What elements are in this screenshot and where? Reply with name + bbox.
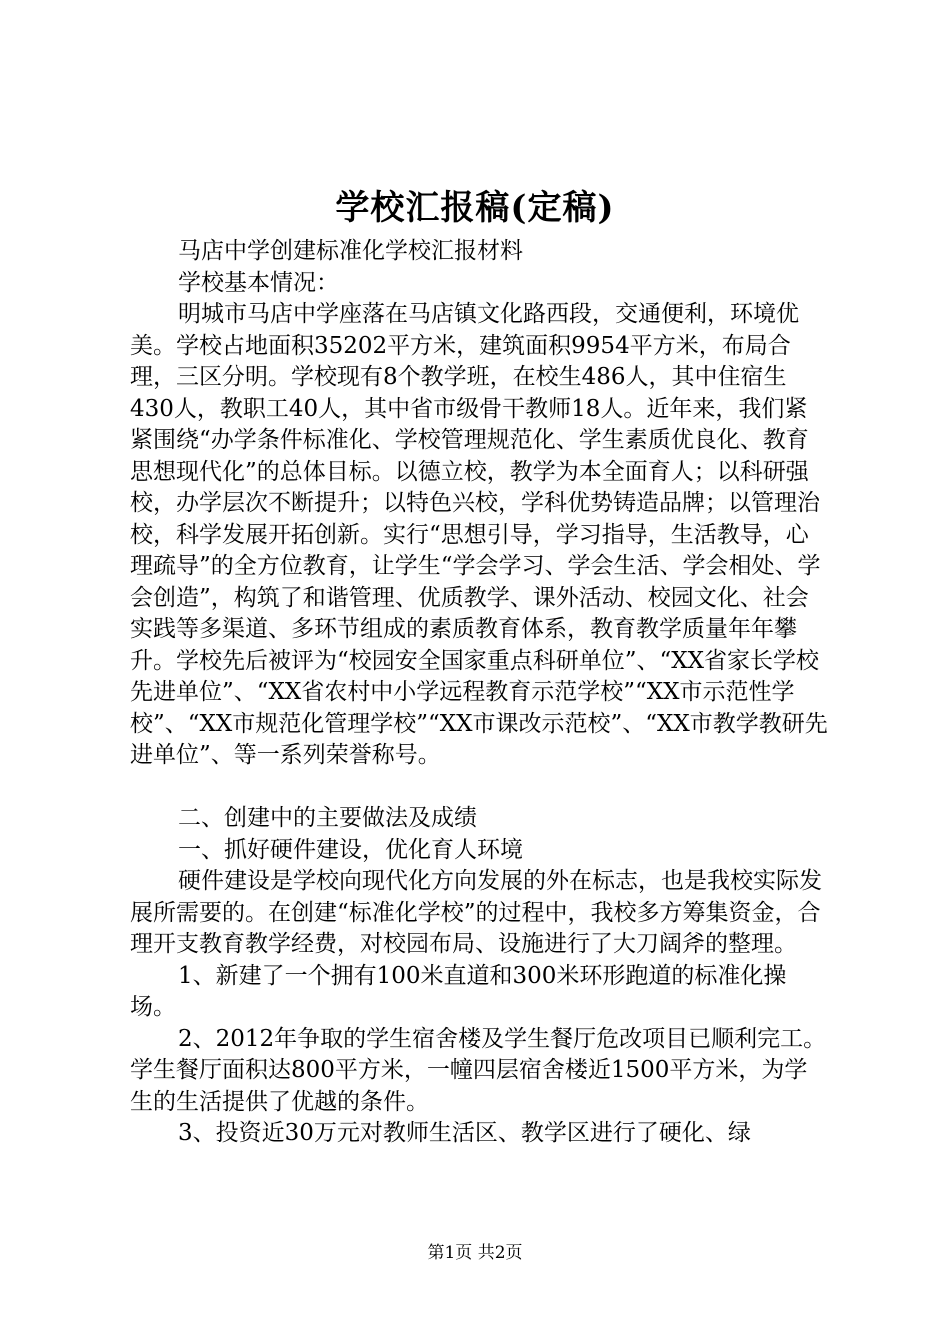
paragraph-section-label: 学校基本情况：: [178, 269, 339, 296]
paragraph-item-2: 2、2012年争取的学生宿舍楼及学生餐厅危改项目已顺利完工。学生餐厅面积达800平方米，一幢四层宿舍楼近1500平方米，为学生的生活提供了优越的条件。: [130, 1025, 827, 1115]
paragraph-heading-hardware: 一、抓好硬件建设，优化育人环境: [178, 836, 523, 863]
paragraph-school-overview: 明城市马店中学座落在马店镇文化路西段，交通便利，环境优美。学校占地面积35202平方米，建筑面积9954平方米，布局合理，三区分明。学校现有8个教学班，在校生486人，其中住宿生430人，教职工40人，其中省市级骨干教师18人。近年来，我们紧紧围绕“办学条件标准化、学校管理规范化、学生素质优良化、教育思想现代化”的总体目标。以德立校，教学为本全面育人；以科研强校，办学层次不断提升；以特色兴校，学科优势铸造品牌；以管理治校，科学发展开拓创新。实行“思想引导，学习指导，生活教导，心理疏导”的全方位教育，让学生“学会学习、学会生活、学会相处、学会创造”，构筑了和谐管理、优质教学、课外活动、校园文化、社会实践等多渠道、多环节组成的素质教育体系，教育教学质量年年攀升。学校先后被评为“校园安全国家重点科研单位”、“XX省家长学校先进单位”、“XX省农村中小学远程教育示范学校”“XX市示范性学校”、“XX市规范化管理学校”“XX市课改示范校”、“XX市教学教研先进单位”、等一系列荣誉称号。: [130, 301, 828, 768]
paragraph-item-3: 3、投资近30万元对教师生活区、教学区进行了硬化、绿: [178, 1120, 751, 1146]
document-title: 学校汇报稿(定稿): [335, 188, 615, 228]
paragraph-spacer: [130, 772, 830, 804]
paragraph-heading-practices: 二、创建中的主要做法及成绩: [178, 805, 477, 831]
document-body: [130, 236, 830, 1150]
paragraph-subtitle: 马店中学创建标准化学校汇报材料: [178, 238, 523, 264]
paragraph-item-1: 1、新建了一个拥有100米直道和300米环形跑道的标准化操场。: [130, 962, 787, 1020]
paragraph-hardware-intro: 硬件建设是学校向现代化方向发展的外在标志，也是我校实际发展所需要的。在创建“标准化学校”的过程中，我校多方筹集资金，合理开支教育教学经费，对校园布局、设施进行了大刀阔斧的整理。: [130, 868, 822, 957]
page-number-footer: 第1页 共2页: [427, 1243, 523, 1263]
